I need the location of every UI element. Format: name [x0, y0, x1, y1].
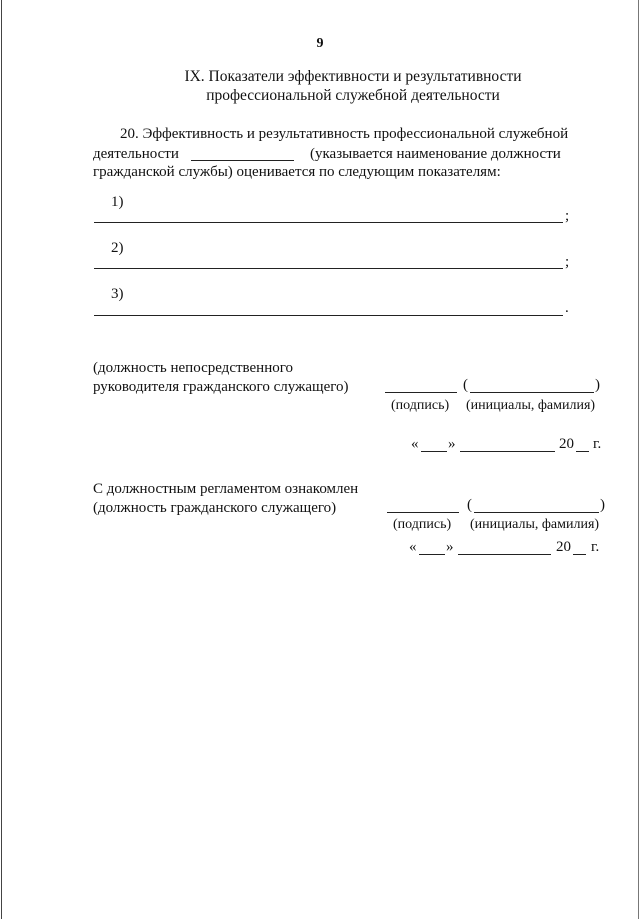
section-title-line1: IX. Показатели эффективности и результативности — [184, 68, 522, 85]
supervisor-signature-caption: (подпись) — [391, 398, 450, 413]
acknowledgement-month-line — [458, 554, 551, 555]
supervisor-initials-line — [470, 392, 594, 393]
supervisor-initials-caption: (инициалы, фамилия) — [466, 398, 596, 413]
acknowledgement-initials-line — [474, 512, 599, 513]
acknowledgement-day-line — [419, 554, 445, 555]
acknowledgement-signature-line — [387, 512, 459, 513]
page-number: 9 — [316, 36, 324, 51]
supervisor-close-paren: ) — [595, 377, 600, 393]
indicator-end-1: ; — [565, 208, 570, 224]
indicator-line-2 — [94, 268, 563, 269]
position-name-blank — [191, 160, 294, 161]
supervisor-year-suffix: г. — [593, 436, 602, 452]
paragraph-line2-end: (указывается наименование должности — [310, 146, 561, 162]
paragraph-line3: гражданской службы) оценивается по следующим показателям: — [93, 164, 501, 180]
acknowledgement-label-line1: С должностным регламентом ознакомлен — [93, 481, 359, 497]
supervisor-label-line1: (должность непосредственного — [93, 360, 294, 376]
acknowledgement-year-suffix: г. — [591, 539, 600, 555]
acknowledgement-date-open-quote: « — [409, 539, 417, 555]
page-edge-right — [638, 0, 639, 919]
acknowledgement-initials-caption: (инициалы, фамилия) — [470, 517, 600, 532]
supervisor-day-line — [421, 451, 447, 452]
indicator-end-2: ; — [565, 254, 570, 270]
acknowledgement-signature-caption: (подпись) — [393, 517, 452, 532]
supervisor-year-prefix: 20 — [559, 436, 574, 452]
supervisor-label-line2: руководителя гражданского служащего) — [93, 379, 349, 395]
indicator-end-3: . — [565, 300, 569, 316]
acknowledgement-label-line2: (должность гражданского служащего) — [93, 500, 337, 516]
acknowledgement-year-line — [573, 554, 586, 555]
supervisor-signature-line — [385, 392, 457, 393]
indicator-number-2: 2) — [111, 240, 124, 256]
acknowledgement-open-paren: ( — [467, 497, 472, 513]
page-edge-left — [1, 0, 2, 919]
indicator-line-1 — [94, 222, 563, 223]
indicator-number-3: 3) — [111, 286, 124, 302]
acknowledgement-close-paren: ) — [600, 497, 605, 513]
supervisor-year-line — [576, 451, 589, 452]
supervisor-month-line — [460, 451, 555, 452]
indicator-number-1: 1) — [111, 194, 124, 210]
supervisor-date-close-quote: » — [448, 436, 456, 452]
supervisor-open-paren: ( — [463, 377, 468, 393]
indicator-line-3 — [94, 315, 563, 316]
section-title-line2: профессиональной служебной деятельности — [206, 87, 500, 104]
paragraph-line1: 20. Эффективность и результативность профессиональной служебной — [120, 126, 569, 142]
supervisor-date-open-quote: « — [411, 436, 419, 452]
acknowledgement-year-prefix: 20 — [556, 539, 571, 555]
acknowledgement-date-close-quote: » — [446, 539, 454, 555]
paragraph-line2-start: деятельности — [93, 146, 179, 162]
